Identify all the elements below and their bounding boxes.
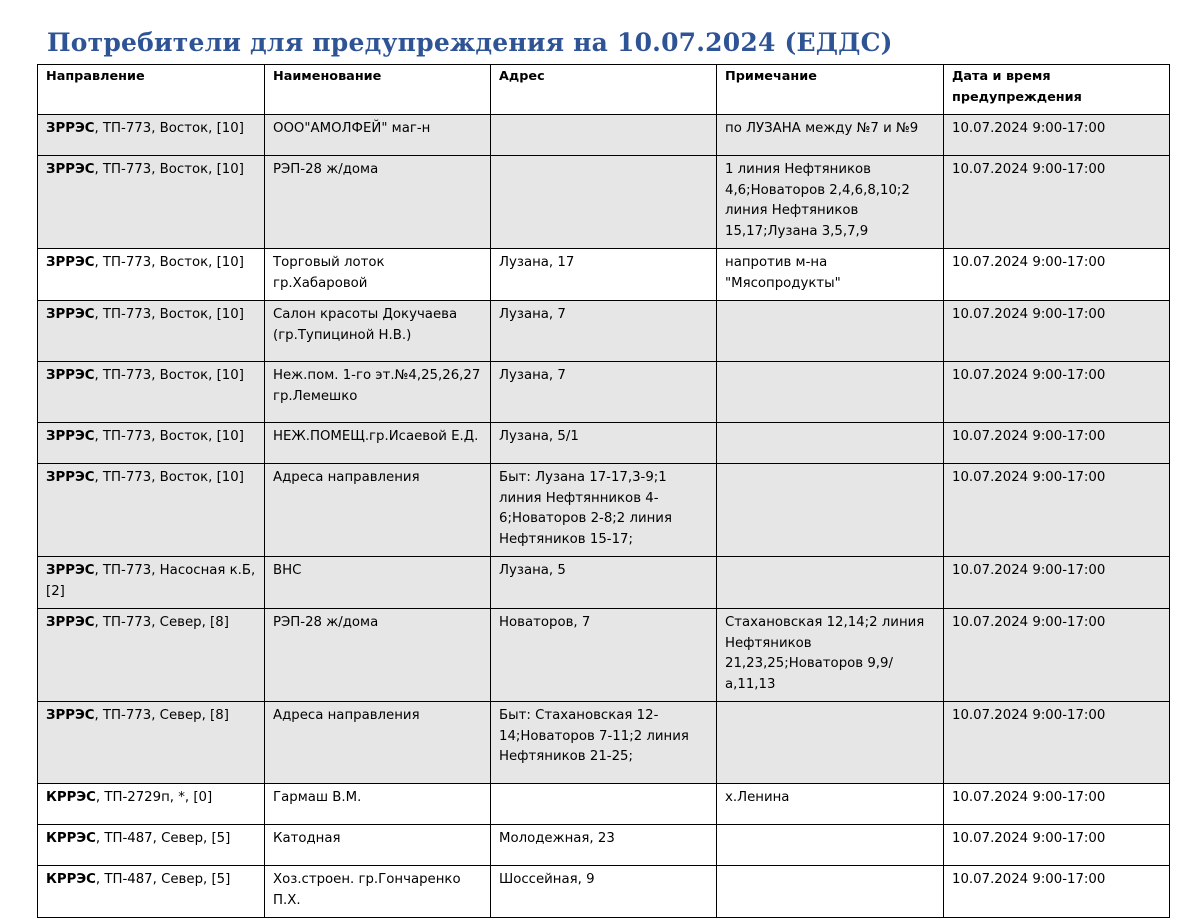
cell-direction (38, 156, 265, 249)
cell-address: Новаторов, 7 (491, 609, 717, 702)
direction-region: ЗРРЭС (46, 708, 95, 723)
direction-region: КРРЭС (46, 790, 96, 805)
direction-region: ЗРРЭС (46, 563, 95, 578)
column-header-direction: Направление (38, 65, 265, 115)
direction-region: ЗРРЭС (46, 368, 95, 383)
direction-detail: , ТП-773, Насосная к.Б, [2] (46, 563, 256, 599)
direction-region: ЗРРЭС (46, 429, 95, 444)
table-row (38, 423, 1170, 464)
direction-detail: , ТП-773, Восток, [10] (94, 162, 244, 177)
direction-detail: , ТП-487, Север, [5] (95, 831, 231, 846)
cell-address: Лузана, 7 (491, 301, 717, 362)
cell-direction (38, 702, 265, 784)
cell-note (717, 423, 944, 464)
direction-region: КРРЭС (46, 831, 96, 846)
table-row (38, 557, 1170, 609)
cell-datetime: 10.07.2024 9:00-17:00 (944, 301, 1170, 362)
direction-detail: , ТП-773, Север, [8] (94, 615, 229, 630)
table-row (38, 825, 1170, 866)
table-row (38, 301, 1170, 362)
cell-name: Торговый лоток гр.Хабаровой (265, 249, 491, 301)
direction-detail: , ТП-773, Восток, [10] (94, 470, 244, 485)
cell-note: Стахановская 12,14;2 линия Нефтяников 21,23,25;Новаторов 9,9/а,11,13 (717, 609, 944, 702)
direction-region: ЗРРЭС (46, 162, 95, 177)
cell-address (491, 115, 717, 156)
cell-address: Лузана, 7 (491, 362, 717, 423)
table-row (38, 784, 1170, 825)
cell-name: Катодная (265, 825, 491, 866)
direction-region: ЗРРЭС (46, 470, 95, 485)
cell-direction (38, 362, 265, 423)
cell-datetime: 10.07.2024 9:00-17:00 (944, 249, 1170, 301)
cell-address: Лузана, 5 (491, 557, 717, 609)
cell-direction (38, 557, 265, 609)
cell-datetime: 10.07.2024 9:00-17:00 (944, 464, 1170, 557)
table-body (38, 115, 1170, 918)
cell-name: ООО"АМОЛФЕЙ" маг-н (265, 115, 491, 156)
cell-datetime: 10.07.2024 9:00-17:00 (944, 557, 1170, 609)
page-title: Потребители для предупреждения на 10.07.2024 (ЕДДС) (47, 28, 893, 57)
cell-datetime: 10.07.2024 9:00-17:00 (944, 825, 1170, 866)
cell-name: Неж.пом. 1-го эт.№4,25,26,27 гр.Лемешко (265, 362, 491, 423)
cell-note (717, 301, 944, 362)
cell-direction (38, 825, 265, 866)
table-row (38, 866, 1170, 918)
cell-direction (38, 249, 265, 301)
cell-name: РЭП-28 ж/дома (265, 156, 491, 249)
cell-name: РЭП-28 ж/дома (265, 609, 491, 702)
cell-datetime: 10.07.2024 9:00-17:00 (944, 115, 1170, 156)
table-row (38, 609, 1170, 702)
cell-name: Салон красоты Докучаева (гр.Тупициной Н.В.) (265, 301, 491, 362)
direction-detail: , ТП-773, Восток, [10] (94, 121, 244, 136)
direction-detail: , ТП-773, Север, [8] (94, 708, 229, 723)
cell-name: ВНС (265, 557, 491, 609)
cell-note: х.Ленина (717, 784, 944, 825)
cell-direction (38, 115, 265, 156)
table-row (38, 156, 1170, 249)
cell-name: Адреса направления (265, 464, 491, 557)
direction-detail: , ТП-773, Восток, [10] (94, 307, 244, 322)
cell-direction (38, 609, 265, 702)
cell-datetime: 10.07.2024 9:00-17:00 (944, 362, 1170, 423)
table-row (38, 464, 1170, 557)
cell-note: напротив м-на "Мясопродукты" (717, 249, 944, 301)
cell-datetime: 10.07.2024 9:00-17:00 (944, 423, 1170, 464)
cell-note (717, 825, 944, 866)
cell-address (491, 784, 717, 825)
cell-datetime: 10.07.2024 9:00-17:00 (944, 702, 1170, 784)
table-header-row (38, 65, 1170, 115)
cell-name: Хоз.строен. гр.Гончаренко П.Х. (265, 866, 491, 918)
cell-address: Быт: Стахановская 12-14;Новаторов 7-11;2 линия Нефтяников 21-25; (491, 702, 717, 784)
cell-direction (38, 464, 265, 557)
column-header-note: Примечание (717, 65, 944, 115)
direction-detail: , ТП-773, Восток, [10] (94, 255, 244, 270)
table-row (38, 249, 1170, 301)
cell-direction (38, 866, 265, 918)
direction-detail: , ТП-2729п, *, [0] (95, 790, 213, 805)
direction-region: ЗРРЭС (46, 615, 95, 630)
cell-note (717, 557, 944, 609)
cell-note (717, 464, 944, 557)
cell-note: по ЛУЗАНА между №7 и №9 (717, 115, 944, 156)
cell-name: Адреса направления (265, 702, 491, 784)
table-row (38, 115, 1170, 156)
direction-region: ЗРРЭС (46, 255, 95, 270)
cell-direction (38, 423, 265, 464)
table-row (38, 362, 1170, 423)
cell-datetime: 10.07.2024 9:00-17:00 (944, 609, 1170, 702)
column-header-name: Наименование (265, 65, 491, 115)
cell-note: 1 линия Нефтяников 4,6;Новаторов 2,4,6,8,10;2 линия Нефтяников 15,17;Лузана 3,5,7,9 (717, 156, 944, 249)
cell-address: Быт: Лузана 17-17,3-9;1 линия Нефтянников 4-6;Новаторов 2-8;2 линия Нефтяников 15-17; (491, 464, 717, 557)
cell-datetime: 10.07.2024 9:00-17:00 (944, 784, 1170, 825)
cell-name: Гармаш В.М. (265, 784, 491, 825)
table-row (38, 702, 1170, 784)
column-header-datetime: Дата и время предупреждения (944, 65, 1170, 115)
cell-note (717, 362, 944, 423)
cell-note (717, 866, 944, 918)
cell-address (491, 156, 717, 249)
cell-address: Шоссейная, 9 (491, 866, 717, 918)
cell-name: НЕЖ.ПОМЕЩ.гр.Исаевой Е.Д. (265, 423, 491, 464)
direction-region: ЗРРЭС (46, 121, 95, 136)
cell-address: Лузана, 17 (491, 249, 717, 301)
cell-datetime: 10.07.2024 9:00-17:00 (944, 156, 1170, 249)
cell-note (717, 702, 944, 784)
cell-datetime: 10.07.2024 9:00-17:00 (944, 866, 1170, 918)
cell-direction (38, 301, 265, 362)
direction-detail: , ТП-773, Восток, [10] (94, 368, 244, 383)
direction-region: ЗРРЭС (46, 307, 95, 322)
cell-address: Лузана, 5/1 (491, 423, 717, 464)
direction-detail: , ТП-773, Восток, [10] (94, 429, 244, 444)
column-header-address: Адрес (491, 65, 717, 115)
direction-region: КРРЭС (46, 872, 96, 887)
direction-detail: , ТП-487, Север, [5] (95, 872, 231, 887)
cell-address: Молодежная, 23 (491, 825, 717, 866)
cell-direction (38, 784, 265, 825)
consumers-table (37, 64, 1170, 918)
